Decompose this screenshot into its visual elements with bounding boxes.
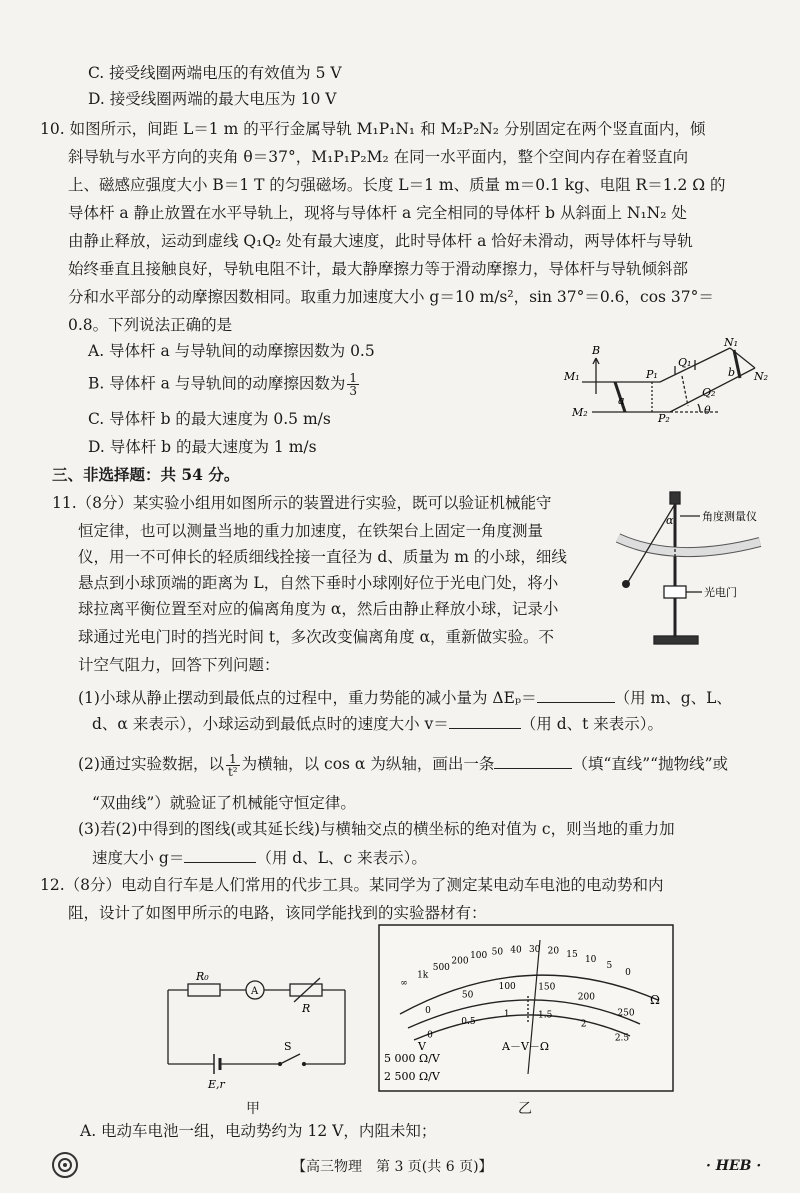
q11-part1-text: d、α 来表示），小球运动到最低点时的速度大小 v＝	[92, 715, 449, 733]
label-alpha: α	[666, 514, 674, 527]
numerator: 1	[349, 371, 357, 385]
q11-part1-text: (1)小球从静止摆动到最低点的过程中，重力势能的减小量为 ΔEₚ＝	[78, 689, 537, 707]
q11-part3-cont	[92, 846, 427, 869]
scale-label: 5	[606, 961, 613, 972]
scale-label: 0	[625, 968, 631, 979]
numerator: 1	[226, 753, 240, 766]
label-photogate: 光电门	[704, 586, 737, 599]
omega-unit-label: Ω	[650, 993, 660, 1007]
scale-label: 150	[538, 982, 556, 993]
q11-part2	[78, 752, 728, 778]
q11-part2-text: 为横轴，以 cos α 为纵轴，画出一条	[241, 755, 495, 773]
q11-part3-text: （用 d、L、c 来表示）。	[256, 849, 427, 867]
label-q2: Q₂	[702, 386, 716, 399]
v-unit-label: V	[418, 1040, 426, 1053]
q10-stem-line: 斜导轨与水平方向的夹角 θ＝37°，M₁P₁P₂M₂ 在同一水平面内，整个空间内存在着竖直向	[68, 148, 689, 166]
sensitivity-2: 2 500 Ω/V	[384, 1070, 440, 1083]
scale-label: 50	[461, 990, 474, 1001]
scale-label: 0	[425, 1005, 431, 1016]
footer-page-info: 【高三物理 第 3 页(共 6 页)】	[292, 1159, 493, 1175]
q11-stem-line: 球拉离平衡位置至对应的偏离角度为 α，然后由静止释放小球，记录小	[78, 600, 559, 618]
scale-label: 40	[510, 945, 522, 956]
label-rod-a: a	[618, 394, 625, 407]
q11-part2-text: （填“直线”“抛物线”或	[572, 755, 729, 773]
mode-label: A－V－Ω	[502, 1040, 550, 1053]
footer-code: · HEB ·	[706, 1158, 762, 1174]
q11-stem-line: 11.（8分）某实验小组用如图所示的装置进行实验，既可以验证机械能守	[52, 494, 552, 512]
q9-option-d: D. 接受线圈两端的最大电压为 10 V	[88, 90, 337, 108]
q10-rail-diagram	[560, 336, 780, 426]
q11-part2-text: (2)通过实验数据，以	[78, 755, 224, 773]
q10-stem-line: 0.8。下列说法正确的是	[68, 316, 233, 334]
label-r: R	[302, 1002, 311, 1015]
label-q1: Q₁	[678, 356, 692, 369]
answer-blank[interactable]	[184, 846, 256, 863]
label-p2: P₂	[658, 412, 670, 425]
scale-label: 10	[584, 954, 597, 965]
scale-label: 500	[432, 963, 450, 973]
q10-stem-line: 分和水平部分的动摩擦因数相同。取重力加速度大小 g＝10 m/s²，sin 37°＝0.6，cos 37°＝	[68, 288, 714, 306]
q11-stem-line: 计空气阻力，回答下列问题：	[78, 656, 280, 674]
q11-part1	[78, 686, 732, 709]
fraction	[226, 753, 240, 778]
q11-part2-cont: “双曲线”）就验证了机械能守恒定律。	[92, 794, 356, 812]
q10-option-d: D. 导体杆 b 的最大速度为 1 m/s	[88, 438, 317, 456]
answer-blank[interactable]	[494, 752, 572, 769]
scale-label: ∞	[400, 978, 408, 989]
label-rod-b: b	[728, 366, 736, 379]
q11-stem-line: 悬点到小球顶端的距离为 L，自然下垂时小球刚好位于光电门处，将小	[78, 574, 559, 592]
scale-label: 250	[617, 1008, 635, 1019]
scale-label: 0	[427, 1030, 433, 1041]
q11-stem-line: 恒定律，也可以测量当地的重力加速度，在铁架台上固定一角度测量	[78, 522, 544, 540]
scale-label: 30	[528, 945, 541, 956]
multimeter-dial	[378, 924, 674, 1094]
q10-stem-line: 上、磁感应强度大小 B＝1 T 的匀强磁场。长度 L＝1 m、质量 m＝0.1 kg、电阻 R＝1.2 Ω 的	[68, 176, 726, 194]
circuit-diagram	[160, 966, 360, 1096]
q10-option-b-text: B. 导体杆 a 与导轨间的动摩擦因数为	[88, 374, 346, 393]
scale-label: 50	[491, 947, 504, 958]
scale-label: 200	[451, 956, 469, 967]
q10-stem-line: 由静止释放，运动到虚线 Q₁Q₂ 处有最大速度，此时导体杆 a 恰好未滑动，两导体杆与导轨	[68, 232, 693, 250]
label-switch: S	[284, 1040, 292, 1053]
section-heading: 三、非选择题：共 54 分。	[52, 465, 240, 484]
q11-apparatus-diagram	[610, 486, 790, 654]
caption-yi: 乙	[518, 1101, 532, 1117]
sensitivity-1: 5 000 Ω/V	[384, 1052, 440, 1065]
q11-stem-line: 球通过光电门时的挡光时间 t，多次改变偏离角度 α，重新做实验。不	[78, 628, 555, 646]
label-r0: R₀	[196, 970, 209, 983]
q10-option-c: C. 导体杆 b 的最大速度为 0.5 m/s	[88, 410, 331, 428]
label-n1: N₁	[724, 336, 739, 349]
scale-label: 200	[577, 992, 595, 1003]
q12-stem-line: 阻，设计了如图甲所示的电路，该同学能找到的实验器材有：	[68, 904, 487, 922]
answer-blank[interactable]	[537, 686, 615, 703]
label-angle-meter: 角度测量仪	[702, 510, 757, 523]
scale-label: 2.5	[614, 1033, 630, 1044]
q12-option-a: A. 电动车电池一组，电动势约为 12 V，内阻未知；	[80, 1122, 437, 1140]
q11-stem-line: 仪，用一不可伸长的轻质细线拴接一直径为 d、质量为 m 的小球，细线	[78, 548, 567, 566]
q11-part1-text: （用 d、t 来表示）。	[520, 715, 664, 733]
label-m1: M₁	[564, 370, 580, 383]
denominator: t²	[227, 764, 238, 779]
scale-label: 2	[580, 1019, 587, 1030]
scale-label: 100	[470, 951, 488, 962]
q11-part1-cont	[92, 712, 663, 735]
q10-stem-line: 10. 如图所示，间距 L＝1 m 的平行金属导轨 M₁P₁N₁ 和 M₂P₂N₂ 分别固定在两个竖直面内，倾	[40, 120, 706, 138]
ammeter-icon: A	[251, 986, 259, 997]
q11-part1-text: （用 m、g、L、	[614, 689, 732, 707]
scale-label: 0.5	[461, 1017, 476, 1028]
denominator: 3	[349, 384, 357, 398]
scale-label: 1k	[417, 970, 429, 981]
answer-blank[interactable]	[449, 712, 521, 729]
q12-stem-line: 12.（8分）电动自行车是人们常用的代步工具。某同学为了测定某电动车电池的电动势和内	[40, 876, 664, 894]
caption-jia: 甲	[246, 1101, 260, 1117]
label-b-field: B	[592, 344, 601, 357]
q11-part3: (3)若(2)中得到的图线(或其延长线)与横轴交点的横坐标的绝对值为 c，则当地的重力加	[78, 820, 675, 838]
q10-stem-line: 导体杆 a 静止放置在水平导轨上，现将与导体杆 a 完全相同的导体杆 b 从斜面上 N₁N₂ 处	[68, 204, 687, 222]
label-m2: M₂	[572, 406, 588, 419]
label-n2: N₂	[754, 370, 769, 383]
ball	[622, 580, 630, 588]
scale-label: 20	[547, 946, 560, 957]
q9-option-c: C. 接受线圈两端电压的有效值为 5 V	[88, 64, 342, 82]
label-battery: E,r	[208, 1078, 225, 1091]
logo-icon	[50, 1150, 80, 1180]
label-theta: θ	[704, 404, 711, 417]
scale-label: 100	[498, 981, 516, 992]
scale-label: 1	[503, 1009, 510, 1020]
q10-option-a: A. 导体杆 a 与导轨间的动摩擦因数为 0.5	[88, 342, 375, 360]
fraction	[347, 372, 359, 397]
q11-part3-text: 速度大小 g＝	[92, 849, 185, 867]
scale-label: 1.5	[538, 1010, 553, 1021]
q10-stem-line: 始终垂直且接触良好，导轨电阻不计，最大静摩擦力等于滑动摩擦力，导体杆与导轨倾斜部	[68, 260, 689, 278]
q10-option-b	[88, 372, 361, 397]
label-p1: P₁	[646, 368, 658, 381]
scale-label: 15	[566, 949, 578, 960]
